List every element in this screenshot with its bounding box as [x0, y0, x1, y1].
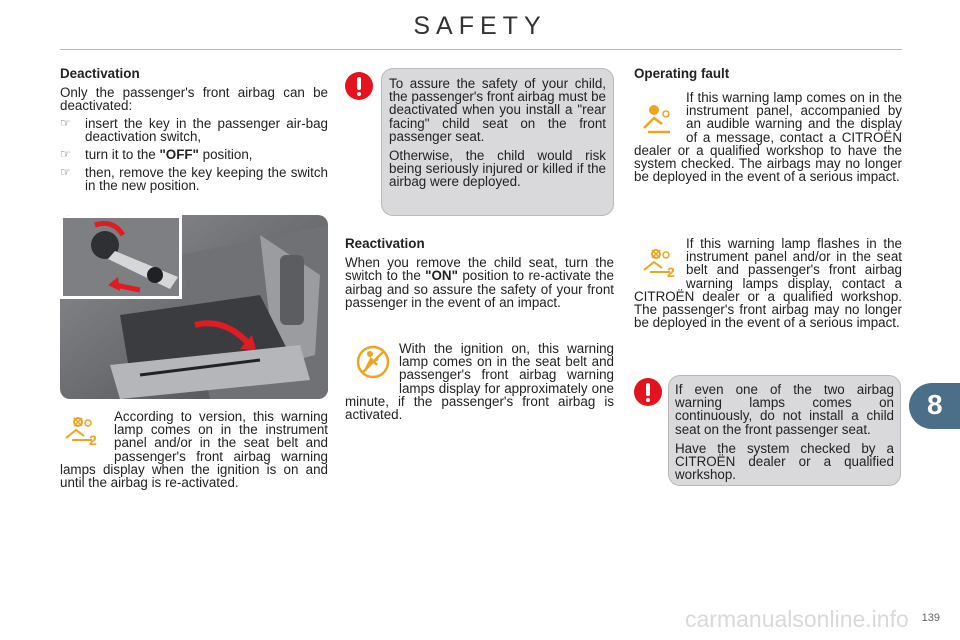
chapter-tab: [909, 383, 960, 429]
operating-fault-heading: Operating fault: [634, 66, 730, 81]
list-item: [60, 148, 328, 161]
list-item: [60, 166, 328, 192]
list-item: [60, 117, 328, 143]
fault-text-2-wrap: [634, 237, 902, 329]
deactivation-switch-photo: [60, 215, 328, 399]
pointing-hand-icon: ☞: [60, 147, 71, 162]
fault-warning-box: [668, 375, 901, 486]
deactivation-intro: Only the passenger's front airbag can be deactivated:: [60, 85, 328, 114]
reactivation-text: [345, 256, 614, 309]
according-text-wrap: [60, 410, 328, 489]
bullet-text-after: position,: [198, 147, 253, 163]
warning-text: If even one of the two airbag warning lamps comes on continuously, do not install a child seat on the front passenger seat.: [675, 382, 894, 437]
header-rule: [60, 49, 902, 50]
according-text: According to version, this warning lamp comes on in the instrument panel and/or in the seat belt and passenger's front airbag warning lamps display when the ignition is on and until the airbag is re-activated.: [60, 409, 328, 491]
off-label: "OFF": [159, 147, 199, 163]
pointing-hand-icon: ☞: [60, 165, 71, 180]
fault-text-1: If this warning lamp comes on in the instrument panel, accompanied by an audible warning and the display of a message, contact a CITROËN dealer or a qualified workshop to have the system checked. The airbags may no longer be deployed in the event of a serious impact.: [634, 90, 902, 185]
bullet-text: insert the key in the passenger air-bag deactivation switch,: [85, 115, 328, 144]
bullet-text-before: turn it to the: [85, 147, 160, 163]
ignition-text-wrap: [345, 342, 614, 421]
page-title: SAFETY: [413, 12, 547, 40]
bullet-text: then, remove the key keeping the switch in the new position.: [85, 165, 328, 194]
fault-text-2: If this warning lamp flashes in the instrument panel and/or in the seat belt and passenger's front airbag warning lamps display, contact a CITROËN dealer or a qualified workshop. The passenger's front airbag may no longer be deployed in the event of a serious impact.: [634, 236, 902, 331]
watermark: carmanualsonline.info: [685, 606, 909, 632]
on-label: "ON": [425, 268, 458, 284]
warning-text: Otherwise, the child would risk being seriously injured or killed if the airbag were deployed.: [389, 148, 606, 190]
page-number: 139: [921, 612, 940, 624]
deactivation-section: [60, 67, 328, 198]
pointing-hand-icon: ☞: [60, 115, 71, 130]
chapter-number: 8: [927, 389, 943, 420]
ignition-text: With the ignition on, this warning lamp comes on in the seat belt and passenger's front airbag warning lamps display for approximately one minute, if the passenger's front airbag is activated.: [345, 341, 614, 423]
reactivation-heading: Reactivation: [345, 236, 425, 251]
reactivation-after: position to re-activate the airbag and so assure the safety of your front passenger in the event of an impact.: [345, 268, 614, 310]
exclamation-icon: [634, 378, 662, 406]
deactivation-heading: Deactivation: [60, 66, 140, 81]
child-seat-warning-box: [381, 68, 614, 216]
svg-text:2: 2: [89, 432, 97, 446]
reactivation-section: [345, 237, 614, 313]
svg-text:2: 2: [667, 264, 675, 278]
reactivation-before: When you remove the child seat, turn the switch to the: [345, 255, 614, 284]
exclamation-icon: [345, 72, 373, 100]
warning-text: To assure the safety of your child, the passenger's front airbag must be deactivated when you install a "rear facing" child seat on the front passenger seat.: [389, 76, 606, 144]
fault-text-1-wrap: [634, 91, 902, 183]
operating-fault-section: [634, 67, 902, 86]
warning-text: Have the system checked by a CITROËN dealer or a qualified workshop.: [675, 440, 894, 483]
